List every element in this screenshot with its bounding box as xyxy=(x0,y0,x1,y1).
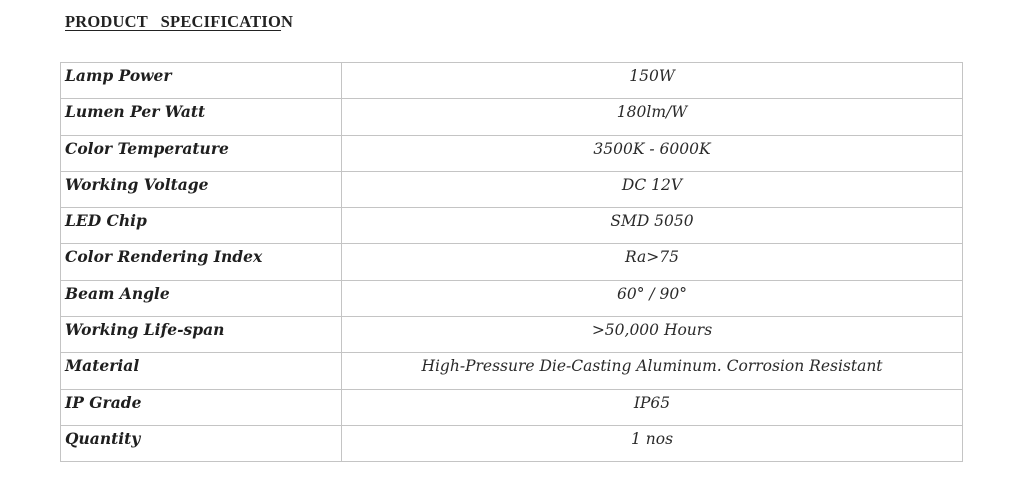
table-row xyxy=(61,208,963,244)
spec-label-color-rendering-index: Color Rendering Index xyxy=(61,244,342,280)
spec-label-lamp-power: Lamp Power xyxy=(61,63,342,99)
page-title xyxy=(65,12,293,32)
page-title-tail: N xyxy=(281,12,294,31)
spec-value-led-chip: SMD 5050 xyxy=(342,208,963,244)
table-row xyxy=(61,353,963,389)
spec-label-lumen-per-watt: Lumen Per Watt xyxy=(61,99,342,135)
spec-label-working-life-span: Working Life-span xyxy=(61,317,342,353)
spec-value-quantity: 1 nos xyxy=(342,425,963,461)
spec-label-material: Material xyxy=(61,353,342,389)
spec-value-working-life-span: >50,000 Hours xyxy=(342,317,963,353)
spec-value-lamp-power: 150W xyxy=(342,63,963,99)
spec-label-color-temperature: Color Temperature xyxy=(61,135,342,171)
spec-label-beam-angle: Beam Angle xyxy=(61,280,342,316)
spec-value-ip-grade: IP65 xyxy=(342,389,963,425)
table-row xyxy=(61,425,963,461)
table-row xyxy=(61,99,963,135)
spec-value-beam-angle: 60° / 90° xyxy=(342,280,963,316)
table-row xyxy=(61,280,963,316)
spec-value-lumen-per-watt: 180lm/W xyxy=(342,99,963,135)
table-row xyxy=(61,244,963,280)
spec-value-working-voltage: DC 12V xyxy=(342,171,963,207)
spec-value-color-rendering-index: Ra>75 xyxy=(342,244,963,280)
page-title-underlined: PRODUCT SPECIFICATIO xyxy=(65,12,282,31)
table-row xyxy=(61,171,963,207)
specification-table xyxy=(60,62,963,462)
spec-value-material: High-Pressure Die-Casting Aluminum. Corrosion Resistant xyxy=(342,353,963,389)
table-row xyxy=(61,135,963,171)
spec-label-ip-grade: IP Grade xyxy=(61,389,342,425)
table-row xyxy=(61,389,963,425)
table-row xyxy=(61,317,963,353)
spec-value-color-temperature: 3500K - 6000K xyxy=(342,135,963,171)
spec-label-quantity: Quantity xyxy=(61,425,342,461)
spec-label-led-chip: LED Chip xyxy=(61,208,342,244)
table-row xyxy=(61,63,963,99)
spec-label-working-voltage: Working Voltage xyxy=(61,171,342,207)
